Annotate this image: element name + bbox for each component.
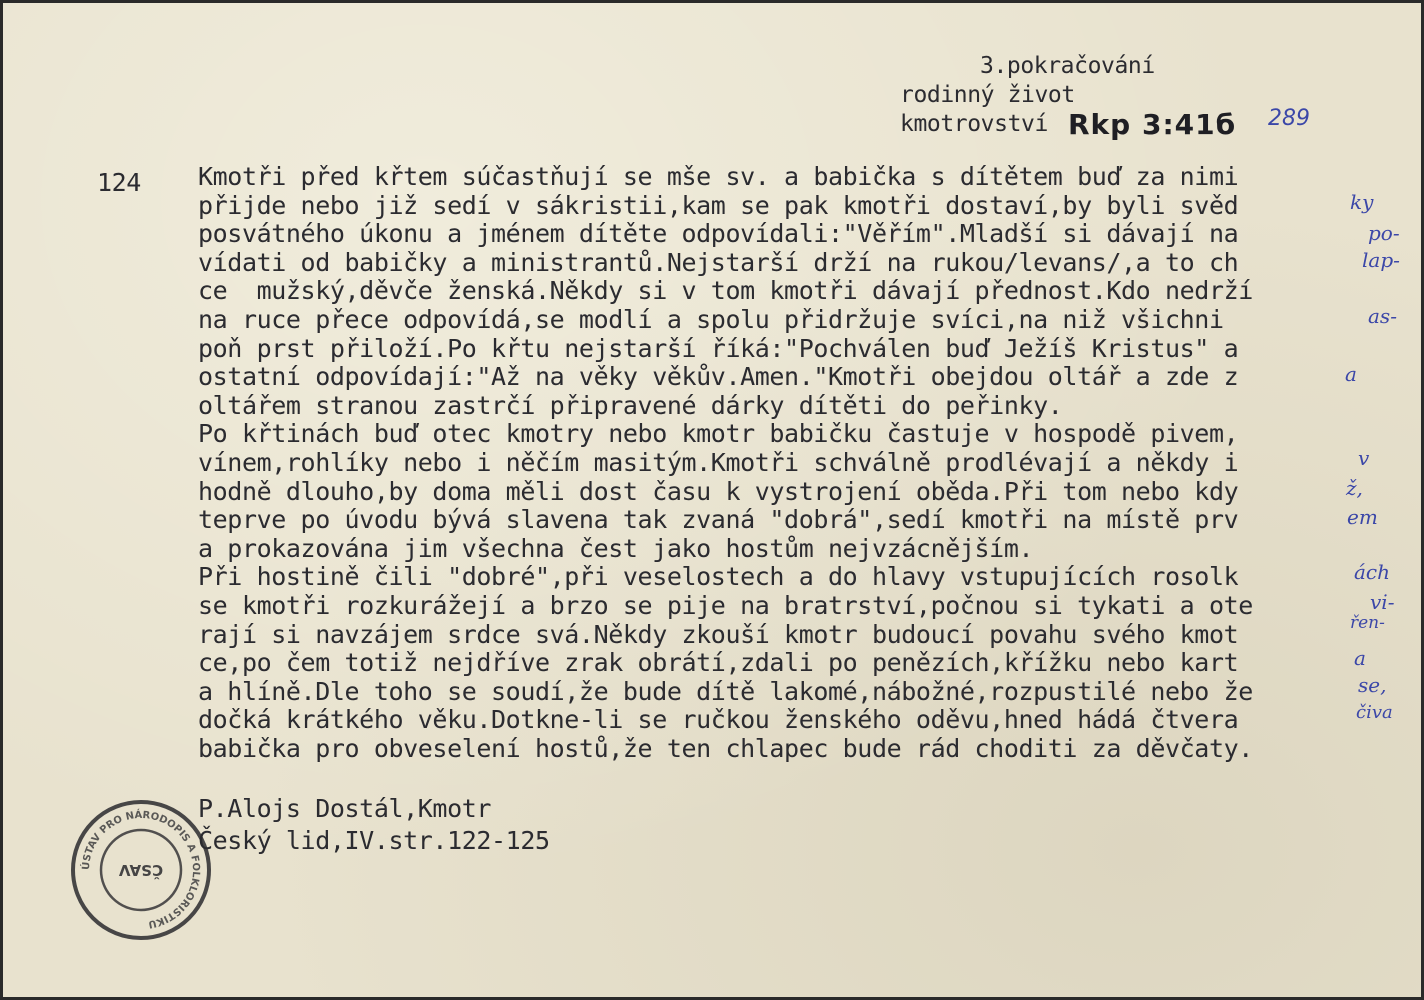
- text-line: ce,po čem totiž nejdříve zrak obrátí,zdali po penězích,křížku nebo kart: [198, 648, 1239, 678]
- text-line: poň prst přiloží.Po křtu nejstarší říká:"Pochválen buď Ježíš Kristus" a: [198, 333, 1239, 363]
- text-line: rají si navzájem srdce svá.Někdy zkouší kmotr budoucí povahu svého kmot: [198, 619, 1239, 649]
- subcategory-label: kmotrovství: [900, 111, 1048, 137]
- category-label: rodinný život: [900, 82, 1075, 108]
- text-line: a hlíně.Dle toho se soudí,že bude dítě lakomé,nábožné,rozpustilé nebo že: [198, 676, 1253, 706]
- text-line: dočká krátkého věku.Dotkne-li se ručkou ženského oděvu,hned hádá čtvera: [198, 705, 1239, 735]
- handwritten-note: lap-: [1362, 248, 1400, 272]
- handwritten-note: čiva: [1356, 702, 1393, 723]
- handwritten-note: em: [1347, 505, 1378, 529]
- archive-page-number: 289: [1268, 106, 1310, 131]
- entry-number: 124: [97, 168, 141, 197]
- handwritten-note: řen-: [1350, 613, 1385, 633]
- archive-reference: Rkp 3:41б: [1068, 108, 1237, 141]
- body-text: [198, 163, 1368, 763]
- text-line: a prokazována jim všechna čest jako hostům nejvzácnějším.: [198, 533, 1034, 563]
- text-line: přijde nebo již sedí v sákristii,kam se pak kmotři dostaví,by byli svěd: [198, 190, 1239, 220]
- signature-block: [198, 793, 550, 857]
- text-line: babička pro obveselení hostů,že ten chlapec bude rád choditi za děvčaty.: [198, 733, 1253, 763]
- text-line: teprve po úvodu bývá slavena tak zvaná "dobrá",sedí kmotři na místě prv: [198, 505, 1239, 535]
- text-line: Při hostině čili "dobré",při veselostech a do hlavy vstupujících rosolk: [198, 562, 1239, 592]
- text-line: Kmotři před křtem súčastňují se mše sv. a babička s dítětem buď za nimi: [198, 162, 1239, 191]
- text-line: vínem,rohlíky nebo i něčím masitým.Kmotři schválně prodlévají a někdy i: [198, 447, 1239, 477]
- handwritten-note: po-: [1368, 221, 1400, 245]
- handwritten-note: ách: [1354, 560, 1391, 584]
- stamp-ring-text: ÚSTAV PRO NÁRODOPIS A FOLKLORISTIKU: [80, 809, 202, 930]
- handwritten-note: a: [1345, 362, 1357, 386]
- source-line: Český lid,IV.str.122-125: [198, 826, 550, 855]
- handwritten-note: v: [1358, 446, 1370, 470]
- handwritten-note: a: [1354, 646, 1366, 670]
- continuation-label: 3.pokračování: [980, 53, 1155, 79]
- text-line: ce mužský,děvče ženská.Někdy si v tom kmotři dávají přednost.Kdo nedrží: [198, 276, 1253, 306]
- text-line: oltářem stranou zastrčí připravené dárky dítěti do peřinky.: [198, 390, 1063, 420]
- text-line: ostatní odpovídají:"Až na věky věkův.Amen."Kmotři obejdou oltář a zde z: [198, 362, 1239, 392]
- handwritten-note: ky: [1350, 190, 1374, 214]
- text-line: hodně dlouho,by doma měli dost času k vystrojení oběda.Při tom nebo kdy: [198, 476, 1239, 506]
- handwritten-note: as-: [1368, 304, 1397, 328]
- stamp-center-text: ČSAV: [118, 861, 164, 879]
- text-line: vídati od babičky a ministrantů.Nejstarší drží na rukou/levans/,a to ch: [198, 247, 1239, 277]
- handwritten-note: vi-: [1370, 590, 1395, 614]
- institution-stamp-icon: [66, 795, 216, 945]
- handwritten-note: ž,: [1346, 476, 1363, 500]
- text-line: Po křtinách buď otec kmotry nebo kmotr babičku častuje v hospodě pivem,: [198, 419, 1239, 449]
- text-line: se kmotři rozkurážejí a brzo se pije na bratrství,počnou si tykati a ote: [198, 590, 1253, 620]
- text-line: na ruce přece odpovídá,se modlí a spolu přidržuje svíci,na niž všichni: [198, 304, 1224, 334]
- text-line: posvátného úkonu a jménem dítěte odpovídali:"Věřím".Mladší si dávají na: [198, 219, 1239, 249]
- author-line: P.Alojs Dostál,Kmotr: [198, 794, 492, 823]
- handwritten-note: se,: [1358, 673, 1387, 697]
